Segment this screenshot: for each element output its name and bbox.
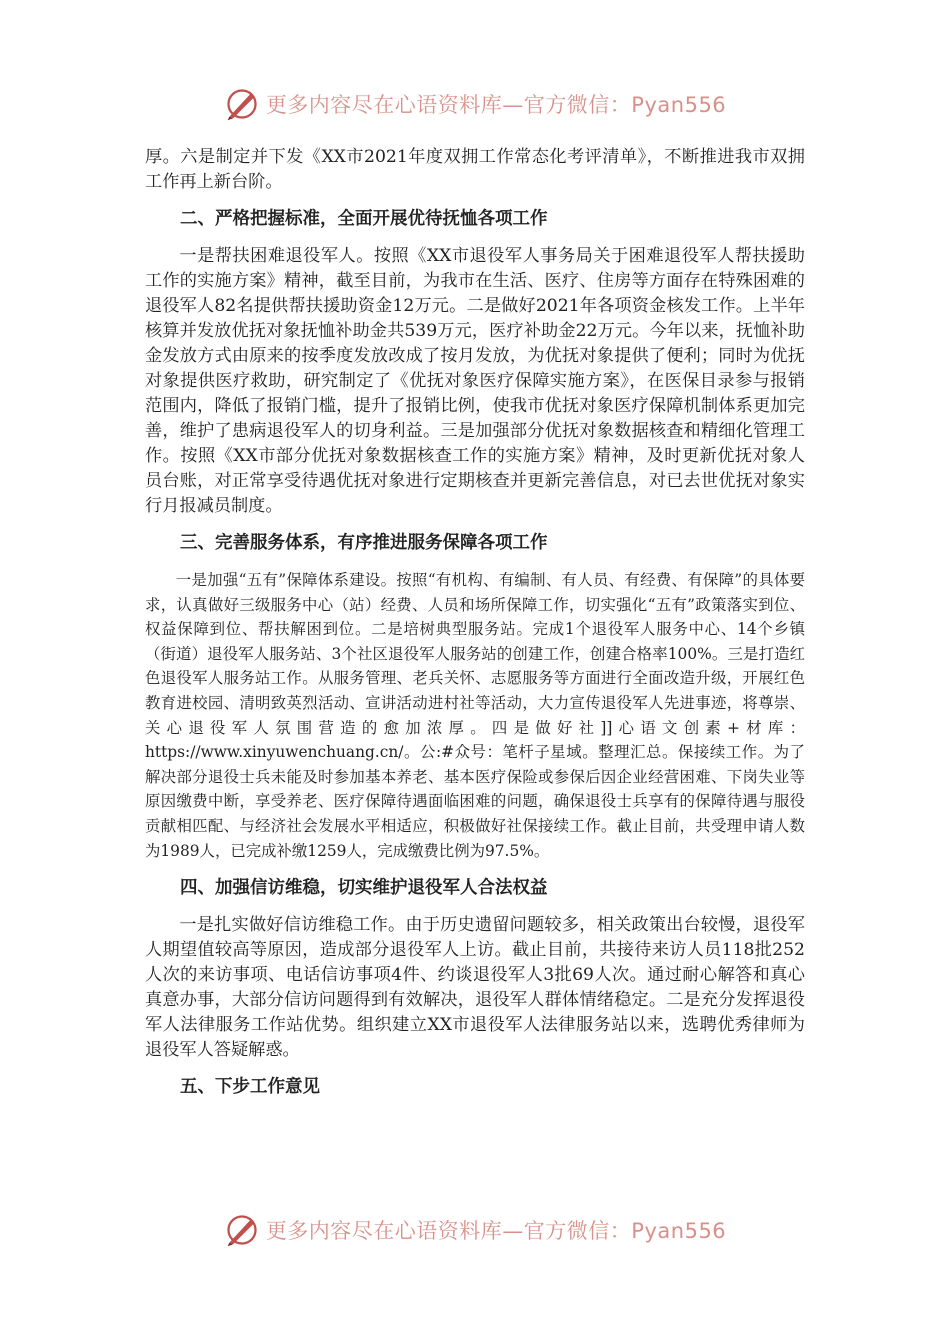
footer-banner xyxy=(0,1208,950,1252)
paragraph: 厚。六是制定并下发《XX市2021年度双拥工作常态化考评清单》，不断推进我市双拥工作再上新台阶。 xyxy=(145,147,805,192)
section-heading: 四、加强信访维稳，切实维护退役军人合法权益 xyxy=(180,878,548,899)
header-banner xyxy=(0,82,950,126)
section-heading: 二、严格把握标准，全面开展优待抚恤各项工作 xyxy=(180,209,548,229)
pen-logo-icon xyxy=(224,86,260,122)
paragraph: 一是加强“五有”保障体系建设。按照“有机构、有编制、有人员、有经费、有保障”的具体要求，认真做好三级服务中心（站）经费、人员和场所保障工作，切实强化“五有”政策落实到位、权益保障到位、帮扶解困到位。二是培树典型服务站。完成1个退役军人服务中心、14个乡镇（街道）退役军人服务站、3个社区退役军人服务站的创建工作，创建合格率100%。三是打造红色退役军人服务站工作。从服务管理、老兵关怀、志愿服务等方面进行全面改造升级，开展红色教育进校园、清明致英烈活动、宣讲活动进村社等活动，大力宣传退役军人先进事迹，将尊崇、关心退役军人氛围营造的愈加浓厚。四是做好社]]心语文创素+材库：https://www.xinyuwenchuang.cn/。公:#众号：笔杆子星域。整理汇总。保接续工作。为了解决部分退役士兵未能及时参加基本养老、基本医疗保险或参保后因企业经营困难、下岗失业等原因缴费中断，享受养老、医疗保障待遇面临困难的问题，确保退役士兵享有的保障待遇与服役贡献相匹配、与经济社会发展水平相适应，积极做好社保接续工作。截止目前，共受理申请人数为1989人，已完成补缴1259人，完成缴费比例为97.5%。 xyxy=(145,571,805,860)
paragraph: 一是扎实做好信访维稳工作。由于历史遗留问题较多，相关政策出台较慢，退役军人期望值较高等原因，造成部分退役军人上访。截止目前，共接待来访人员118批252人次的来访事项、电话信访事项4件、约谈退役军人3批69人次。通过耐心解答和真心真意办事，大部分信访问题得到有效解决，退役军人群体情绪稳定。二是充分发挥退役军人法律服务工作站优势。组织建立XX市退役军人法律服务站以来，选聘优秀律师为退役军人答疑解惑。 xyxy=(145,915,805,1061)
paragraph: 一是帮扶困难退役军人。按照《XX市退役军人事务局关于困难退役军人帮扶援助工作的实施方案》精神，截至目前，为我市在生活、医疗、住房等方面存在特殊困难的退役军人82名提供帮扶援助资金12万元。二是做好2021年各项资金核发工作。上半年核算并发放优抚对象抚恤补助金共539万元，医疗补助金22万元。今年以来，抚恤补助金发放方式由原来的按季度发放改成了按月发放，为优抚对象提供了便利；同时为优抚对象提供医疗救助，研究制定了《优抚对象医疗保障实施方案》，在医保目录参与报销范围内，降低了报销门槛，提升了报销比例，使我市优抚对象医疗保障机制体系更加完善，维护了患病退役军人的切身利益。三是加强部分优抚对象数据核查和精细化管理工作。按照《XX市部分优抚对象数据核查工作的实施方案》精神，及时更新优抚对象人员台账，对正常享受待遇优抚对象进行定期核查并更新完善信息，对已去世优抚对象实行月报减员制度。 xyxy=(145,246,805,516)
banner-text: 更多内容尽在心语资料库—官方微信：Pyan556 xyxy=(265,1219,727,1243)
banner-text: 更多内容尽在心语资料库—官方微信：Pyan556 xyxy=(265,93,727,117)
section-heading: 三、完善服务体系，有序推进服务保障各项工作 xyxy=(180,533,548,553)
pen-logo-icon xyxy=(224,1212,260,1248)
document-body xyxy=(145,145,805,1100)
section-heading: 五、下步工作意见 xyxy=(180,1077,320,1098)
